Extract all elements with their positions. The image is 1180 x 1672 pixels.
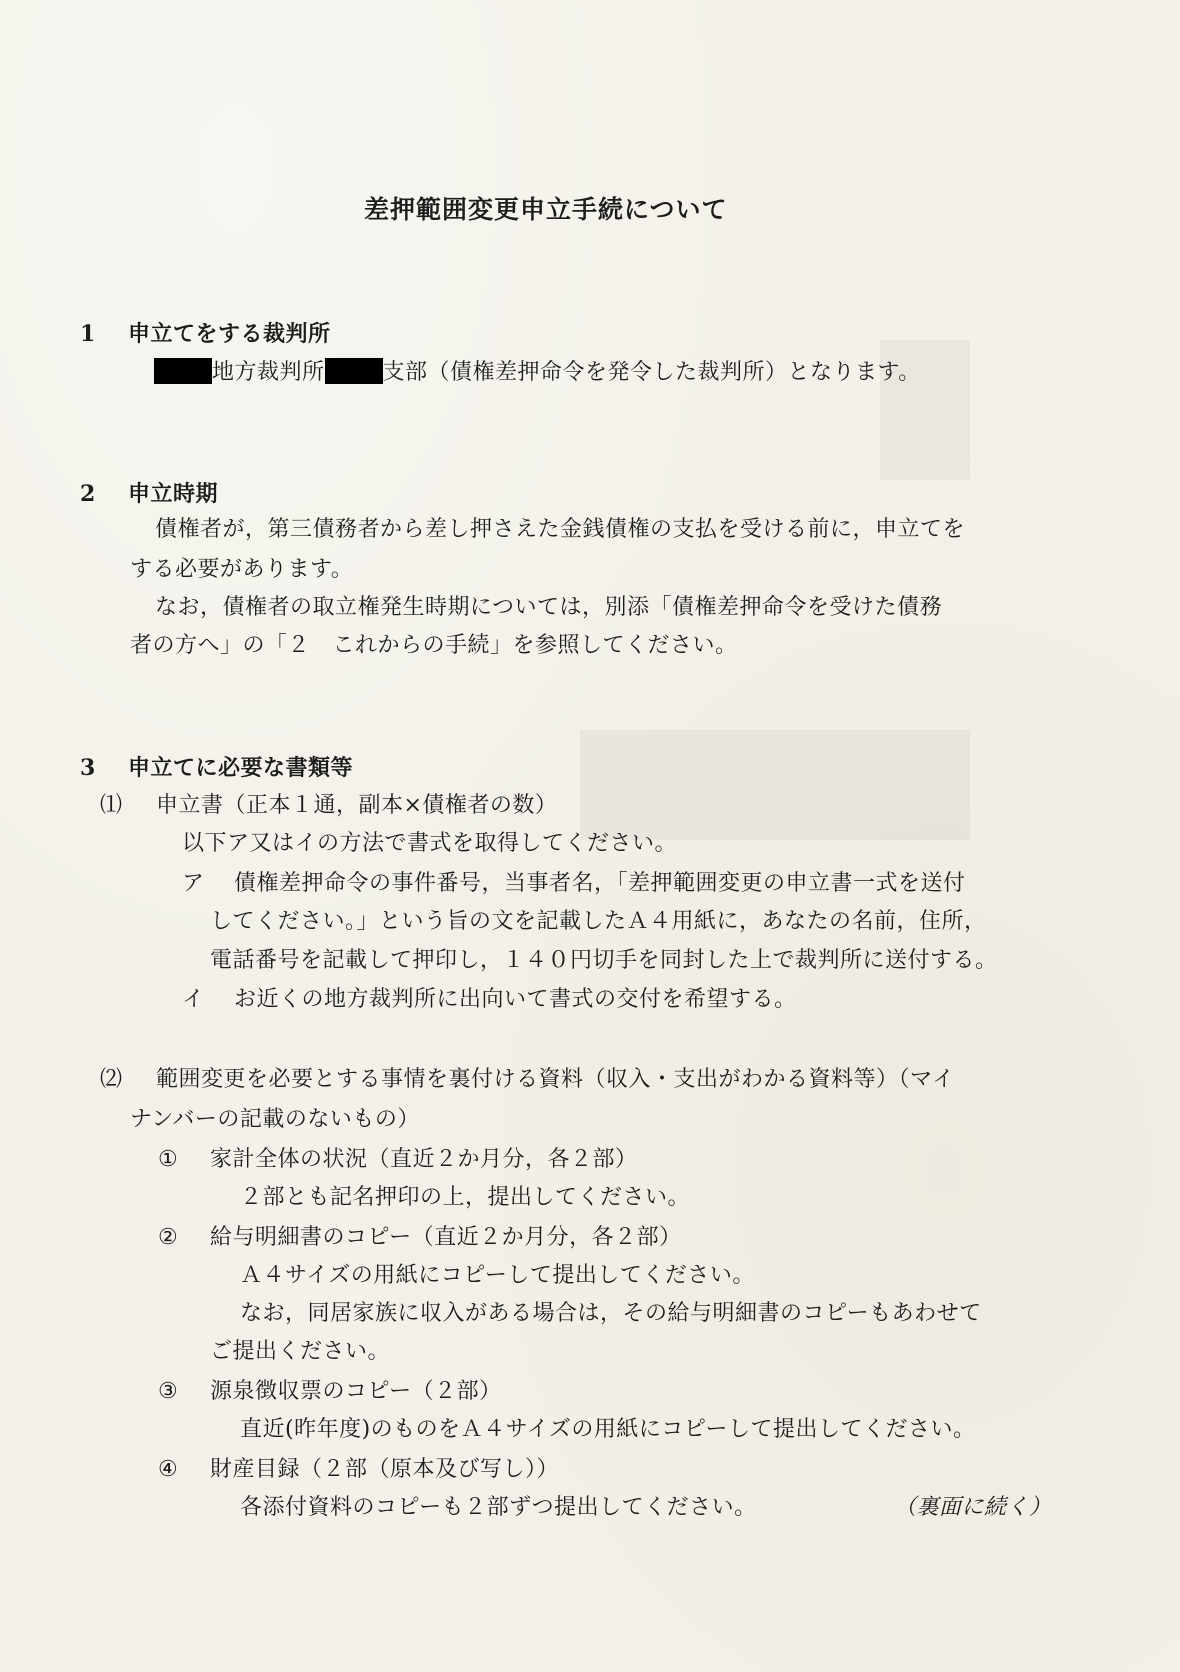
section-3-number: 3 — [80, 755, 96, 781]
item-1-text: 申立書（正本１通，副本×債権者の数） — [156, 793, 558, 818]
section-2-number: 2 — [80, 481, 96, 507]
subitem-1-label: ① — [158, 1147, 179, 1172]
item-1-label: ⑴ — [100, 793, 123, 818]
item-1-a-label: ア — [182, 871, 205, 896]
item-1-i-text: お近くの地方裁判所に出向いて書式の交付を希望する。 — [234, 987, 797, 1012]
subitem-2-line-1: Ａ４サイズの用紙にコピーして提出してください。 — [240, 1263, 755, 1288]
subitem-4-heading — [158, 1456, 559, 1484]
subitem-3-label: ③ — [158, 1379, 179, 1404]
item-1-heading — [100, 792, 557, 820]
item-1-a-line-3: 電話番号を記載して押印し，１４０円切手を同封した上で裁判所に送付する。 — [210, 948, 998, 973]
redaction-block — [325, 358, 383, 384]
section-1-number: 1 — [80, 321, 96, 347]
subitem-3-text: 源泉徴収票のコピー（２部） — [210, 1379, 502, 1404]
item-2-line-1 — [100, 1066, 955, 1094]
subitem-1-line-1: ２部とも記名押印の上，提出してください。 — [240, 1185, 691, 1210]
item-2-label: ⑵ — [100, 1067, 123, 1092]
subitem-3-line-1: 直近(昨年度)のものをＡ４サイズの用紙にコピーして提出してください。 — [240, 1417, 976, 1442]
section-2-line-4: 者の方へ」の「２ これからの手続」を参照してください。 — [130, 633, 738, 658]
branch-label: 支部（債権差押命令を発令した裁判所）となります。 — [382, 360, 921, 385]
subitem-2-line-2: なお，同居家族に収入がある場合は，その給与明細書のコピーもあわせて — [240, 1301, 982, 1326]
section-1-title: 申立てをする裁判所 — [128, 321, 331, 347]
subitem-2-heading — [158, 1224, 682, 1252]
section-2-line-2: する必要があります。 — [130, 557, 354, 582]
redaction-block — [154, 358, 212, 384]
subitem-4-label: ④ — [158, 1457, 179, 1482]
subitem-1-text: 家計全体の状況（直近２か月分，各２部） — [210, 1147, 638, 1172]
item-1-a-text-1: 債権差押命令の事件番号，当事者名，「差押範囲変更の申立書一式を送付 — [234, 871, 966, 896]
section-3-heading — [80, 754, 353, 782]
item-1-i-label: イ — [182, 987, 205, 1012]
item-2-line-2: ナンバーの記載のないもの） — [130, 1107, 420, 1132]
section-2-line-3: なお，債権者の取立権発生時期については，別添「債権差押命令を受けた債務 — [155, 595, 943, 620]
item-1-i-line — [182, 986, 797, 1014]
court-label: 地方裁判所 — [212, 360, 325, 385]
subitem-4-line-1: 各添付資料のコピーも２部ずつ提出してください。 — [240, 1495, 757, 1520]
continued-note: （裏面に続く） — [894, 1495, 1052, 1520]
section-1-text — [154, 358, 921, 387]
section-2-title: 申立時期 — [128, 481, 219, 507]
item-1-intro: 以下ア又はイの方法で書式を取得してください。 — [182, 831, 678, 856]
section-2-line-1: 債権者が，第三債務者から差し押さえた金銭債権の支払を受ける前に，申立てを — [155, 517, 966, 542]
section-3-title: 申立てに必要な書類等 — [128, 755, 354, 781]
subitem-2-label: ② — [158, 1225, 179, 1250]
subitem-2-line-3: ご提出ください。 — [210, 1339, 391, 1364]
item-1-a-line-2: してください。」という旨の文を記載したＡ４用紙に，あなたの名前，住所， — [210, 909, 987, 934]
show-through-block — [580, 730, 970, 840]
section-2-heading — [80, 480, 218, 508]
subitem-2-text: 給与明細書のコピー（直近２か月分，各２部） — [210, 1225, 682, 1250]
section-1-heading — [80, 320, 331, 348]
item-2-text-1: 範囲変更を必要とする事情を裏付ける資料（収入・支出がわかる資料等）（マイ — [156, 1067, 955, 1092]
subitem-1-heading — [158, 1146, 638, 1174]
subitem-3-heading — [158, 1378, 502, 1406]
document-title: 差押範囲変更申立手続について — [364, 195, 728, 224]
subitem-4-text: 財産目録（２部（原本及び写し）） — [210, 1457, 560, 1482]
item-1-a-line-1 — [182, 870, 966, 898]
